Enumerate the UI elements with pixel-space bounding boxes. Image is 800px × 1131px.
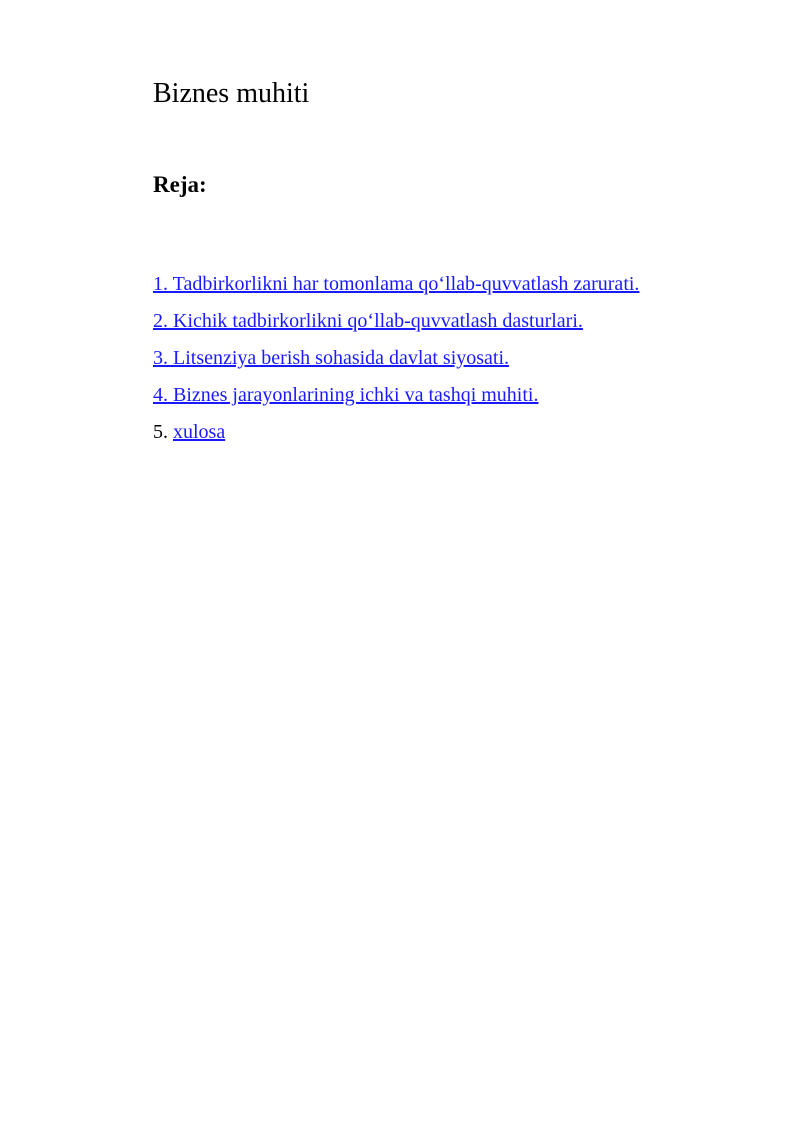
toc-link-5[interactable]: xulosa: [173, 421, 226, 443]
toc-link-3[interactable]: 3. Litsenziya berish sohasida davlat siyosati.: [153, 347, 510, 369]
document-title: Biznes muhiti: [153, 78, 310, 109]
toc-item-1: [153, 266, 639, 303]
toc-item-number: 5.: [153, 421, 173, 443]
toc-item-3: [153, 340, 639, 377]
toc-link-2[interactable]: 2. Kichik tadbirkorlikni qo‘llab-quvvatlash dasturlari.: [153, 310, 583, 332]
toc-link-4[interactable]: 4. Biznes jarayonlarining ichki va tashqi muhiti.: [153, 384, 539, 406]
toc-item-5: [153, 414, 639, 451]
toc-link-1[interactable]: 1. Tadbirkorlikni har tomonlama qo‘llab-quvvatlash zarurati.: [153, 273, 640, 295]
plan-heading: Reja:: [153, 172, 207, 197]
table-of-contents: [153, 266, 639, 451]
toc-item-2: [153, 303, 639, 340]
toc-item-4: [153, 377, 639, 414]
